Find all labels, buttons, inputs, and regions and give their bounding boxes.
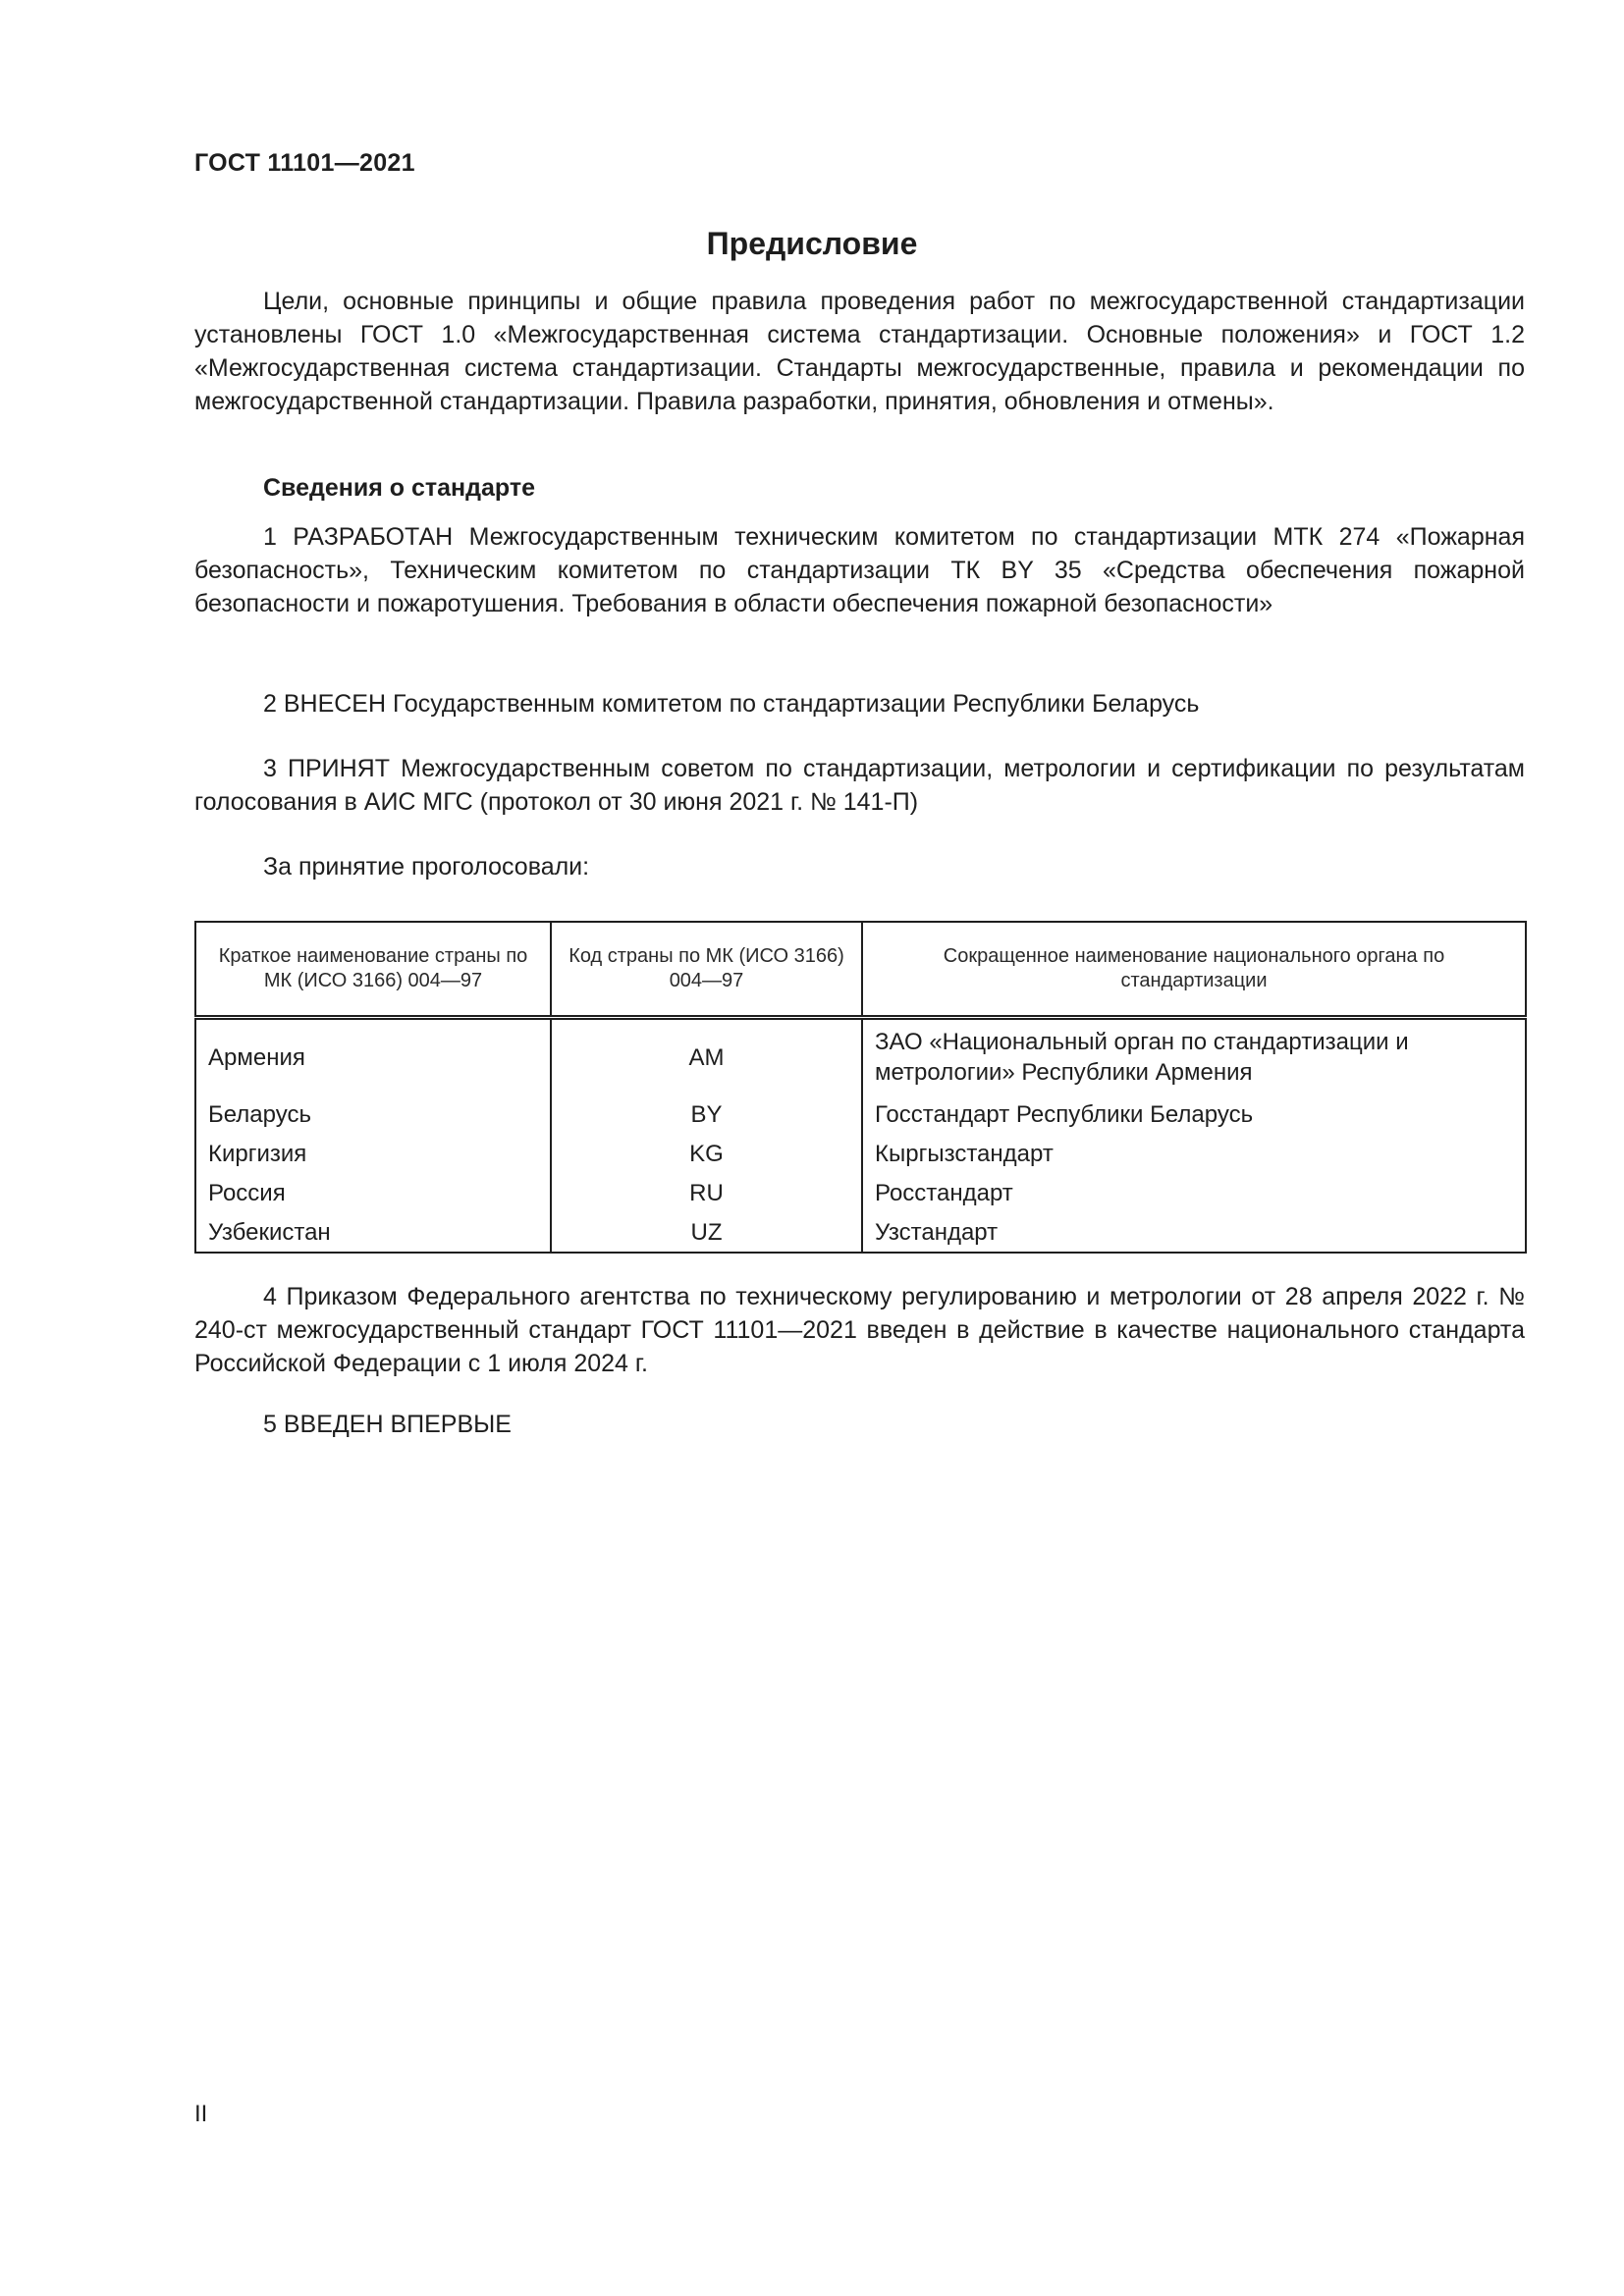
voting-table [194, 921, 1527, 1254]
item-2-paragraph: 2 ВНЕСЕН Государственным комитетом по стандартизации Республики Беларусь [263, 690, 1200, 718]
table-header-row [195, 922, 1526, 1018]
country-cell: Армения [195, 1018, 551, 1095]
table-row [195, 1018, 1526, 1095]
item-1-paragraph: 1 РАЗРАБОТАН Межгосударственным техническим комитетом по стандартизации МТК 274 «Пожарная безопасность», Техническим комитетом по стандартизации ТК BY 35 «Средства обеспечения пожарной безопасности и пожаротушения. Требования в области обеспечения пожарной безопасности» [194, 523, 1525, 617]
table-row [195, 1095, 1526, 1134]
code-cell: BY [551, 1095, 862, 1134]
table-row [195, 1173, 1526, 1212]
country-cell: Киргизия [195, 1134, 551, 1173]
page-title: Предисловие [706, 226, 918, 261]
intro-paragraph: Цели, основные принципы и общие правила проведения работ по межгосударственной стандартизации установлены ГОСТ 1.0 «Межгосударственная система стандартизации. Основные положения» и ГОСТ 1.2 «Межгосударственная система стандартизации. Стандарты межгосударственные, правила и рекомендации по межгосударственной стандартизации. Правила разработки, принятия, обновления и отмены». [194, 288, 1525, 415]
table-row [195, 1134, 1526, 1173]
org-cell: Росстандарт [862, 1173, 1526, 1212]
voted-label: За принятие проголосовали: [263, 853, 590, 881]
header-country-code: Код страны по МК (ИСО 3166) 004—97 [551, 922, 862, 1018]
table-row [195, 1212, 1526, 1253]
item-3-paragraph: 3 ПРИНЯТ Межгосударственным советом по стандартизации, метрологии и сертификации по результатам голосования в АИС МГС (протокол от 30 июня 2021 г. № 141-П) [194, 755, 1525, 816]
item-5-paragraph: 5 ВВЕДЕН ВПЕРВЫЕ [263, 1411, 512, 1438]
code-cell: KG [551, 1134, 862, 1173]
code-cell: UZ [551, 1212, 862, 1253]
org-cell: ЗАО «Национальный орган по стандартизации и метрологии» Республики Армения [862, 1018, 1526, 1095]
country-cell: Узбекистан [195, 1212, 551, 1253]
header-country-name: Краткое наименование страны по МК (ИСО 3166) 004—97 [195, 922, 551, 1018]
header-national-body: Сокращенное наименование национального органа по стандартизации [862, 922, 1526, 1018]
page-number: II [194, 2101, 208, 2127]
org-cell: Госстандарт Республики Беларусь [862, 1095, 1526, 1134]
subheading: Сведения о стандарте [263, 474, 536, 502]
code-cell: AM [551, 1018, 862, 1095]
item-4-paragraph: 4 Приказом Федерального агентства по техническому регулированию и метрологии от 28 апреля 2022 г. № 240-ст межгосударственный стандарт ГОСТ 11101—2021 введен в действие в качестве национального стандарта Российской Федерации с 1 июля 2024 г. [194, 1283, 1525, 1377]
org-cell: Узстандарт [862, 1212, 1526, 1253]
country-cell: Россия [195, 1173, 551, 1212]
org-cell: Кыргызстандарт [862, 1134, 1526, 1173]
code-cell: RU [551, 1173, 862, 1212]
country-cell: Беларусь [195, 1095, 551, 1134]
document-header: ГОСТ 11101—2021 [194, 149, 415, 177]
